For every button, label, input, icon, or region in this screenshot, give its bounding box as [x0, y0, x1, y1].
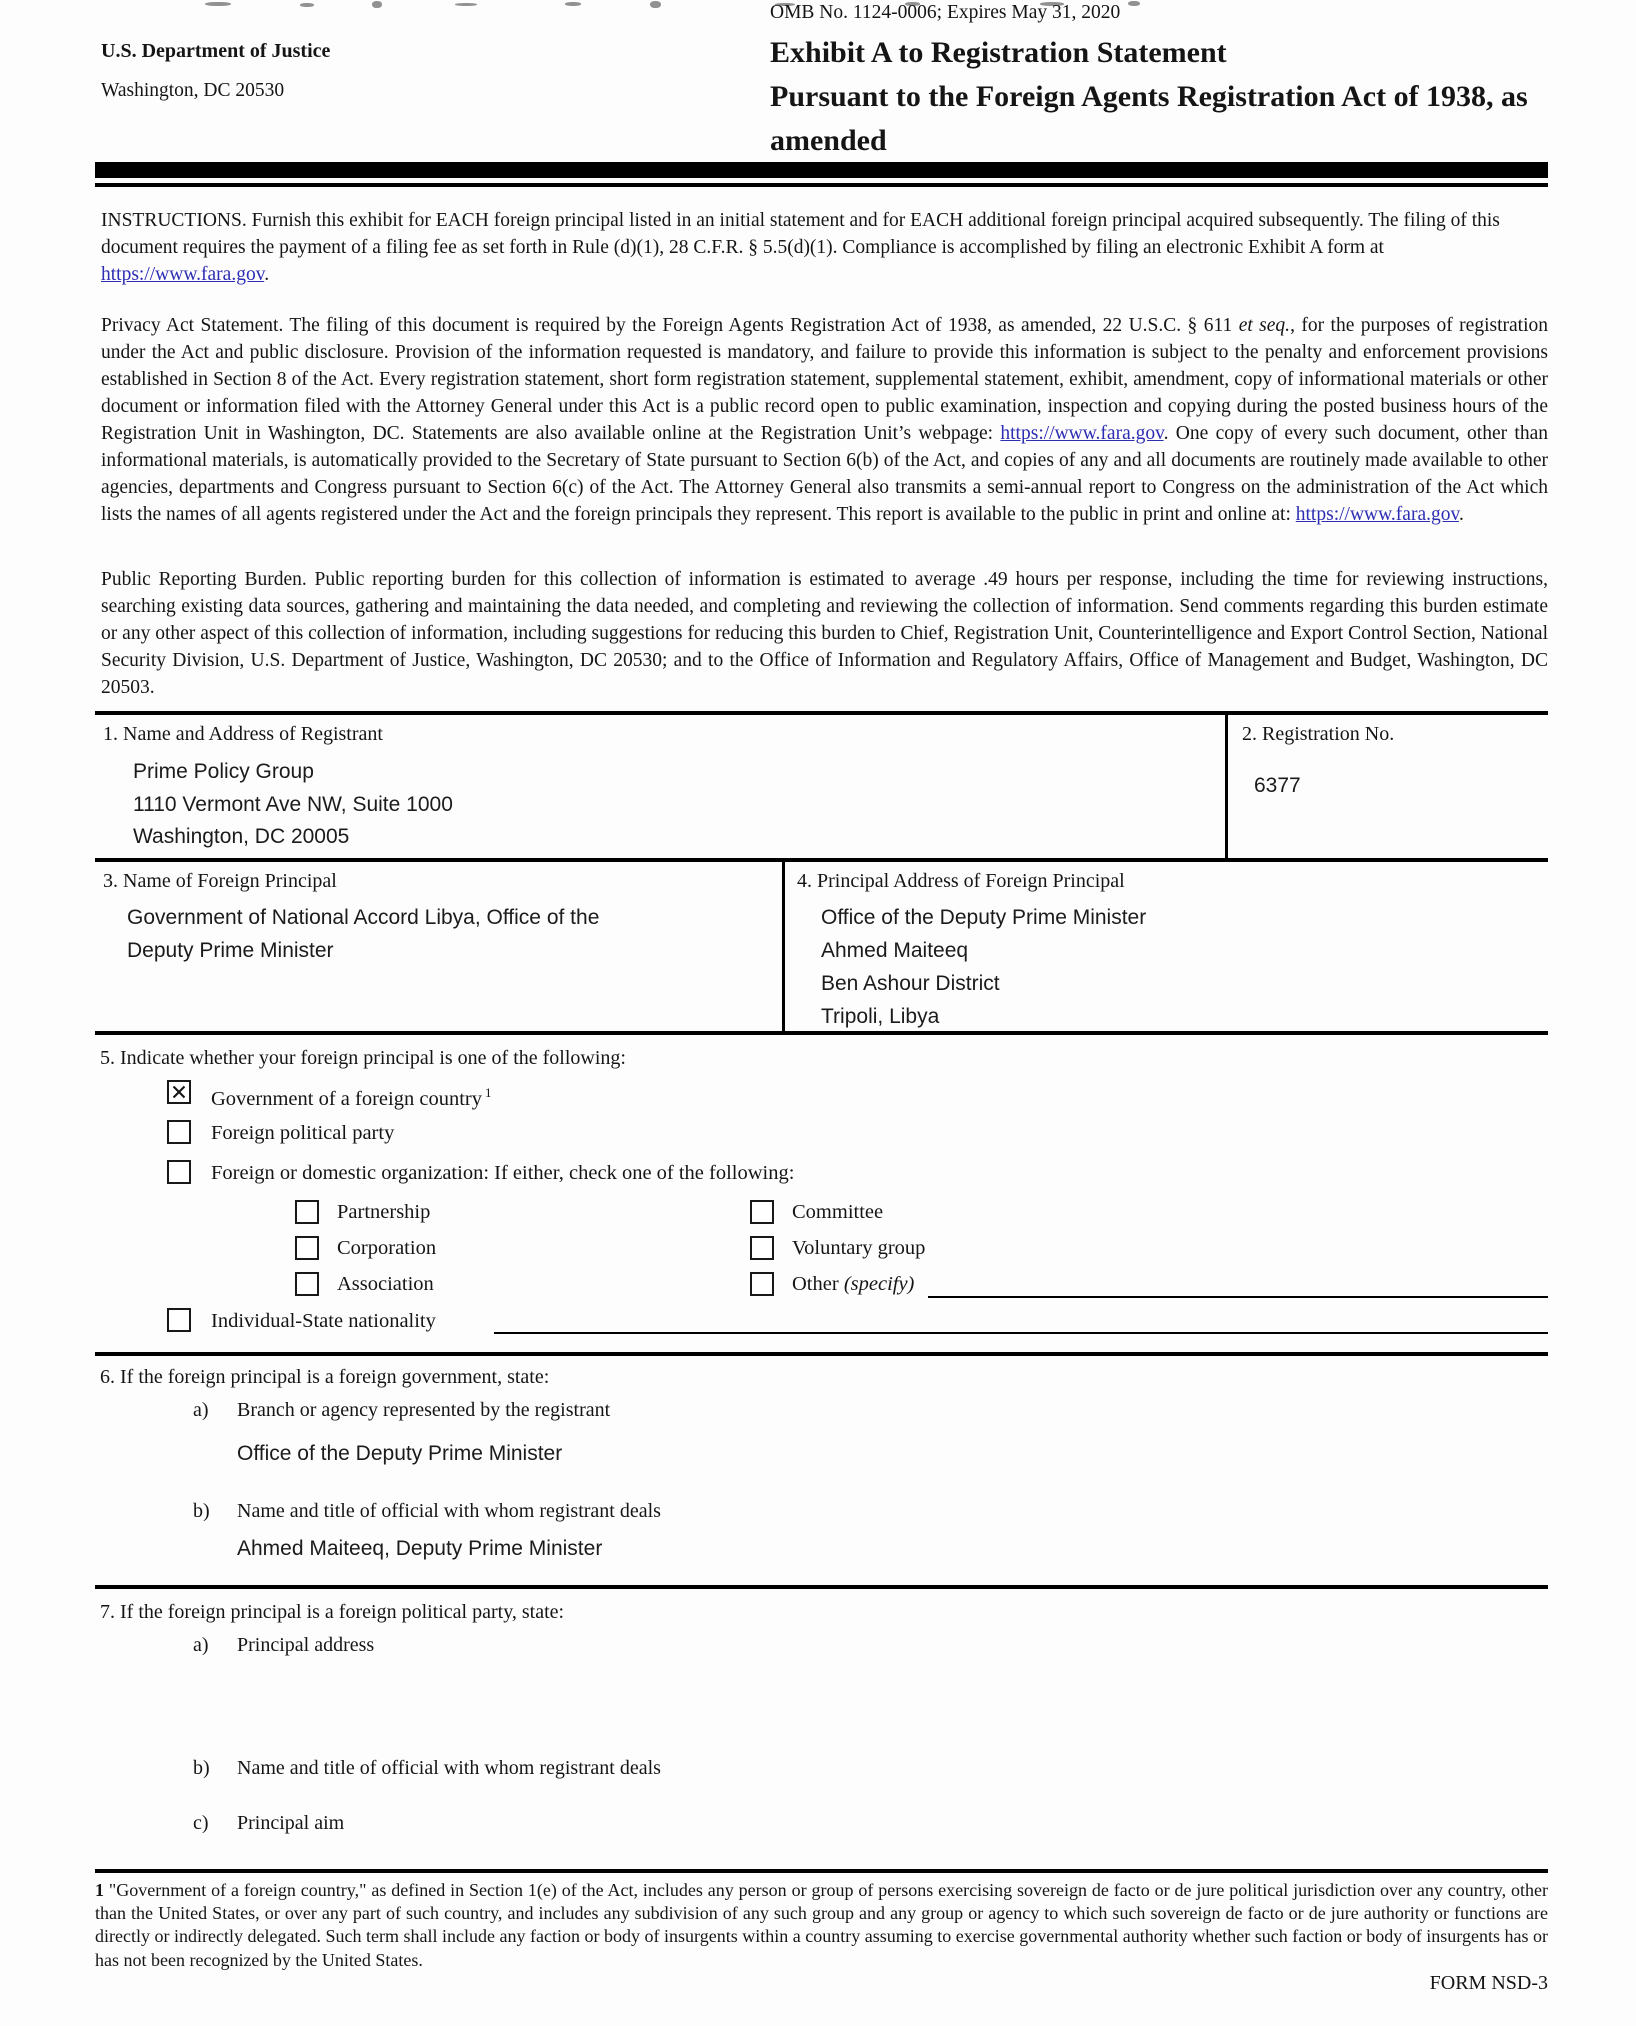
- form-number: FORM NSD-3: [1429, 1971, 1548, 1994]
- section-5: [95, 1045, 1548, 1356]
- field-label: 4. Principal Address of Foreign Principal: [797, 870, 1125, 892]
- page-title: [770, 31, 1548, 163]
- table-row: [95, 715, 1548, 858]
- option-individual-state-nationality: [95, 1308, 1548, 1338]
- option-label: Voluntary group: [792, 1237, 926, 1259]
- organization-type-options: [95, 1200, 1548, 1302]
- privacy-act-paragraph: Privacy Act Statement. The filing of this document is required by the Foreign Agents Registration Act of 1938, as amended, 22 U.S.C. § 611 et seq., for the purposes of registration under the Act and public disclosure. Provision of the information requested is mandatory, and failure to provide this information is subject to the penalty and enforcement provisions established in Section 8 of the Act. Every registration statement, short form registration statement, supplemental statement, exhibit, amendment, copy of informational materials or other document or information filed with the Attorney General under this Act is a public record open to public examination, inspection and copying during the posted business hours of the Registration Unit in Washington, DC. Statements are also available online at the Registration Unit’s webpage: https://www.fara.gov. One copy of every such document, other than informational materials, is automatically provided to the Secretary of State pursuant to Section 6(b) of the Act, and copies of any and all documents are routinely made available to other agencies, departments and Congress pursuant to Section 6(c) of the Act. The Attorney General also transmits a semi-annual report to Congress on the administration of the Act which lists the names of all agents registered under the Act and the foreign principals they represent. This report is available to the public in print and online at: https://www.fara.gov.: [101, 315, 1548, 525]
- title-block: [770, 2, 1548, 163]
- checkbox-partnership[interactable]: [295, 1200, 319, 1224]
- registration-number-value: 6377: [1254, 774, 1301, 797]
- option-label: Partnership: [337, 1201, 431, 1223]
- section-5-heading: 5. Indicate whether your foreign principal is one of the following:: [100, 1047, 626, 1069]
- question-7c: c) Principal aim: [193, 1812, 345, 1834]
- principal-address-value: Office of the Deputy Prime Minister Ahmed Maiteeq Ben Ashour District Tripoli, Libya: [821, 906, 1147, 1028]
- option-label: Foreign or domestic organization: If either, check one of the following:: [211, 1162, 795, 1184]
- other-specify-blank-line: [928, 1296, 1548, 1298]
- option-label: Government of a foreign country $^1$: [211, 1085, 492, 1110]
- section-6-heading: 6. If the foreign principal is a foreign government, state:: [100, 1366, 550, 1388]
- x-mark-icon: [172, 1085, 186, 1099]
- option-committee: [750, 1200, 1548, 1230]
- section-6: [95, 1364, 1548, 1589]
- checkbox-foreign-or-domestic-organization[interactable]: [167, 1160, 191, 1184]
- omb-number: OMB No. 1124-0006; Expires May 31, 2020: [770, 2, 1121, 23]
- instructions-paragraph: INSTRUCTIONS. Furnish this exhibit for EACH foreign principal listed in an initial statement and for EACH additional foreign principal acquired subsequently. The filing of this document requires the payment of a filing fee as set forth in Rule (d)(1), 28 C.F.R. § 5.5(d)(1). Compliance is accomplished by filing an electronic Exhibit A form at https://www.fara.gov.: [101, 210, 1500, 285]
- footnote: 1 "Government of a foreign country," as defined in Section 1(e) of the Act, includes any person or group of persons exercising sovereign de facto or de jure political jurisdiction over any country, other than the United States, or over any part of such country, and includes any subdivision of any such group and any group or agency to which such sovereign de facto or de jure authority or functions are directly or indirectly delegated. Such term shall include any faction or body of insurgents within a country assuming to exercise governmental authority whether such faction or body of insurgents has or has not been recognized by the United States.: [95, 1880, 1549, 1970]
- option-government-of-foreign-country: [95, 1080, 1548, 1110]
- checkbox-voluntary-group[interactable]: [750, 1236, 774, 1260]
- header-divider-rule: [95, 183, 1548, 187]
- answer-6b: Ahmed Maiteeq, Deputy Prime Minister: [237, 1537, 603, 1560]
- et-seq-italic: et seq.: [1238, 315, 1291, 336]
- option-label: Foreign political party: [211, 1122, 395, 1144]
- option-foreign-or-domestic-organization: [95, 1160, 1548, 1190]
- option-voluntary-group: [750, 1236, 1548, 1266]
- option-partnership: [295, 1200, 750, 1230]
- option-label: Corporation: [337, 1237, 437, 1259]
- checkbox-other[interactable]: [750, 1272, 774, 1296]
- table-row: [95, 862, 1548, 1031]
- field-foreign-principal-name: [95, 862, 785, 1031]
- field-registrant-name-address: [95, 715, 1228, 858]
- title-line-2: Pursuant to the Foreign Agents Registration Act of 1938, as amended: [770, 80, 1528, 157]
- question-6b: b) Name and title of official with whom registrant deals: [193, 1500, 661, 1522]
- fara-gov-link-1[interactable]: https://www.fara.gov: [101, 264, 265, 285]
- fara-gov-link-3[interactable]: https://www.fara.gov: [1295, 504, 1459, 525]
- section-7-heading: 7. If the foreign principal is a foreign political party, state:: [100, 1601, 565, 1623]
- document-header: [95, 0, 1548, 162]
- footnote-reference: 1: [484, 1085, 492, 1100]
- checkbox-association[interactable]: [295, 1272, 319, 1296]
- section-7: [95, 1599, 1548, 1873]
- field-label: 3. Name of Foreign Principal: [103, 870, 337, 892]
- footnote-marker: 1: [95, 1880, 104, 1900]
- field-principal-address: [785, 862, 1548, 1031]
- option-label: Other (specify): [792, 1273, 915, 1295]
- footnote-rule: [95, 1869, 1548, 1873]
- nationality-blank-line: [494, 1332, 1548, 1334]
- answer-6a: Office of the Deputy Prime Minister: [237, 1442, 563, 1465]
- question-7b: b) Name and title of official with whom registrant deals: [193, 1757, 661, 1779]
- option-other-specify: [750, 1272, 1548, 1302]
- agency-address: Washington, DC 20530: [101, 80, 285, 101]
- checkbox-government-of-foreign-country[interactable]: [167, 1080, 191, 1104]
- header-divider-bar: [95, 162, 1548, 178]
- registrant-value: Prime Policy Group 1110 Vermont Ave NW, Suite 1000 Washington, DC 20005: [133, 760, 453, 848]
- reporting-burden-paragraph: Public Reporting Burden. Public reporting burden for this collection of information is estimated to average .49 hours per response, including the time for reviewing instructions, searching existing data sources, gathering and maintaining the data needed, and completing and reviewing the collection of information. Send comments regarding this burden estimate or any other aspect of this collection of information, including suggestions for reducing this burden to Chief, Registration Unit, Counterintelligence and Export Control Section, National Security Division, U.S. Department of Justice, Washington, DC 20530; and to the Office of Information and Regulatory Affairs, Office of Management and Budget, Washington, DC 20503.: [101, 569, 1548, 698]
- checkbox-corporation[interactable]: [295, 1236, 319, 1260]
- question-7a: a) Principal address: [193, 1634, 375, 1656]
- foreign-principal-value: Government of National Accord Libya, Office of the Deputy Prime Minister: [127, 906, 600, 962]
- agency-name: U.S. Department of Justice: [101, 40, 331, 62]
- option-label: Individual-State nationality: [211, 1310, 436, 1332]
- checkbox-committee[interactable]: [750, 1200, 774, 1224]
- option-label: Association: [337, 1273, 434, 1295]
- option-foreign-political-party: [95, 1120, 1548, 1150]
- fara-gov-link-2[interactable]: https://www.fara.gov: [1000, 423, 1164, 444]
- instructions-text: INSTRUCTIONS. Furnish this exhibit for EACH foreign principal listed in an initial statement and for EACH additional foreign principal acquired subsequently. The filing of this document requires the payment of a filing fee as set forth in Rule (d)(1), 28 C.F.R. § 5.5(d)(1). Compliance is accomplished by filing an electronic Exhibit A form at: [101, 210, 1500, 258]
- field-label: 2. Registration No.: [1242, 723, 1395, 745]
- agency-block: [101, 40, 330, 102]
- title-line-1: Exhibit A to Registration Statement: [770, 36, 1227, 69]
- section-5-bottom-rule: [95, 1352, 1548, 1356]
- field-label: 1. Name and Address of Registrant: [103, 723, 383, 745]
- checkbox-foreign-political-party[interactable]: [167, 1120, 191, 1144]
- section-6-bottom-rule: [95, 1585, 1548, 1589]
- field-registration-number: [1228, 715, 1548, 858]
- option-association: [295, 1272, 750, 1302]
- checkbox-individual-state-nationality[interactable]: [167, 1308, 191, 1332]
- option-label: Committee: [792, 1201, 884, 1223]
- question-6a: a) Branch or agency represented by the registrant: [193, 1399, 611, 1421]
- option-corporation: [295, 1236, 750, 1266]
